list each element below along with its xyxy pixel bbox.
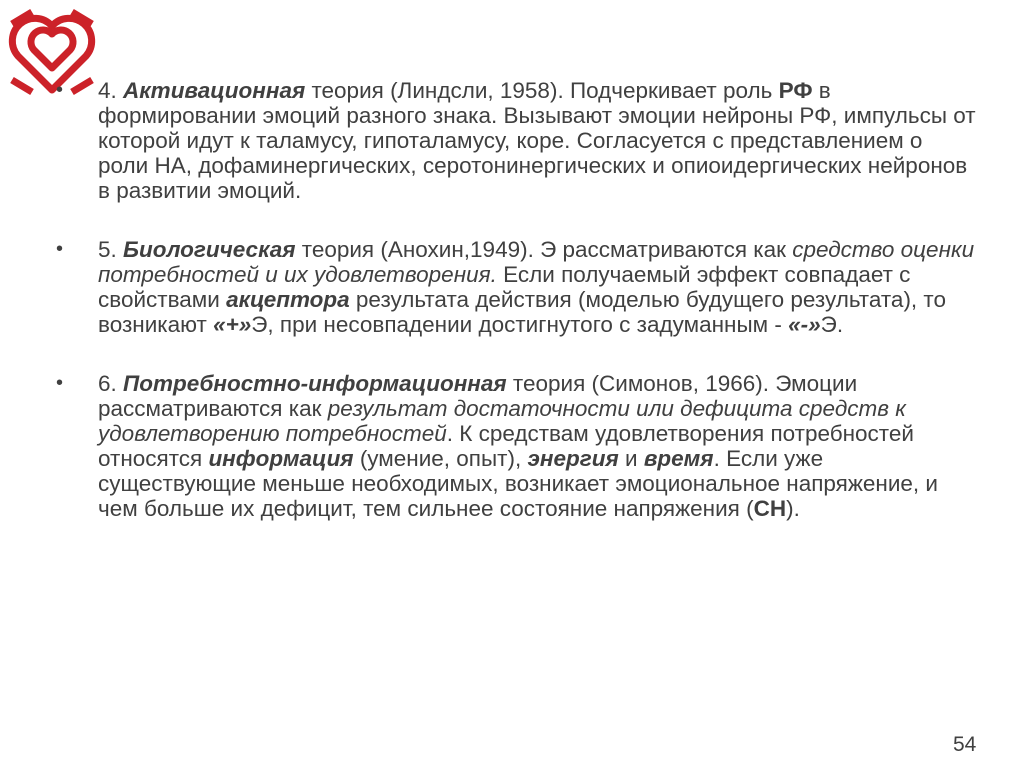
text-run: результата действия (моделью будущего результата), то возникают: [98, 287, 946, 337]
page-number: 54: [953, 733, 977, 756]
text-run: Если получаемый эффект совпадает с свойствами: [98, 262, 911, 312]
text-run: «+»: [213, 312, 252, 337]
bullet-text: [98, 237, 974, 337]
text-run: Э.: [820, 312, 844, 337]
text-run: теория (Анохин,1949). Э рассматриваются как: [295, 237, 793, 262]
text-run: «-»: [788, 312, 821, 337]
bullet-marker: •: [56, 372, 64, 394]
text-run: ).: [786, 496, 800, 521]
text-run: и: [618, 446, 644, 471]
text-run: РФ: [778, 78, 813, 103]
text-run: время: [643, 446, 714, 471]
text-run: 5.: [98, 237, 124, 262]
text-run: Э, при несовпадении достигнутого с задуманным -: [251, 312, 789, 337]
bullet-text: [98, 78, 976, 203]
text-run: энергия: [527, 446, 619, 471]
bullet-text: [98, 371, 938, 521]
text-run: Активационная: [123, 78, 306, 103]
text-run: 4.: [98, 78, 124, 103]
bullet-biological-theory: [56, 237, 976, 337]
text-run: . Если уже существующие меньше необходимых, возникает эмоциональное напряжение, и чем больше их дефицит, тем сильнее состояние напряжения (: [98, 446, 938, 521]
bullet-list: [56, 78, 976, 521]
text-run: средство оценки потребностей и их удовлетворения.: [98, 237, 975, 287]
bullet-need-information-theory: [56, 371, 976, 521]
text-run: Потребностно-информационная: [123, 371, 507, 396]
text-run: результат достаточности или дефицита средств к удовлетворению потребностей: [98, 396, 906, 446]
text-run: . К средствам удовлетворения потребностей относятся: [98, 421, 914, 471]
text-run: (умение, опыт),: [353, 446, 528, 471]
text-run: информация: [208, 446, 354, 471]
text-run: Биологическая: [123, 237, 296, 262]
bullet-marker: •: [56, 238, 64, 260]
bullet-marker: •: [56, 79, 64, 101]
text-run: 6.: [98, 371, 124, 396]
text-run: в формировании эмоций разного знака. Вызывают эмоции нейроны РФ, импульсы от которой идут к таламусу, гипоталамусу, коре. Согласуется с представлением о роли НА, дофаминергических, серотонинергических и опиоидергических нейронов в развитии эмоций.: [98, 78, 976, 203]
text-run: теория (Линдсли, 1958). Подчеркивает роль: [305, 78, 779, 103]
text-run: СН: [753, 496, 787, 521]
text-run: теория (Симонов, 1966). Эмоции рассматриваются как: [98, 371, 858, 421]
bullet-activation-theory: [56, 78, 976, 203]
text-run: акцептора: [226, 287, 350, 312]
